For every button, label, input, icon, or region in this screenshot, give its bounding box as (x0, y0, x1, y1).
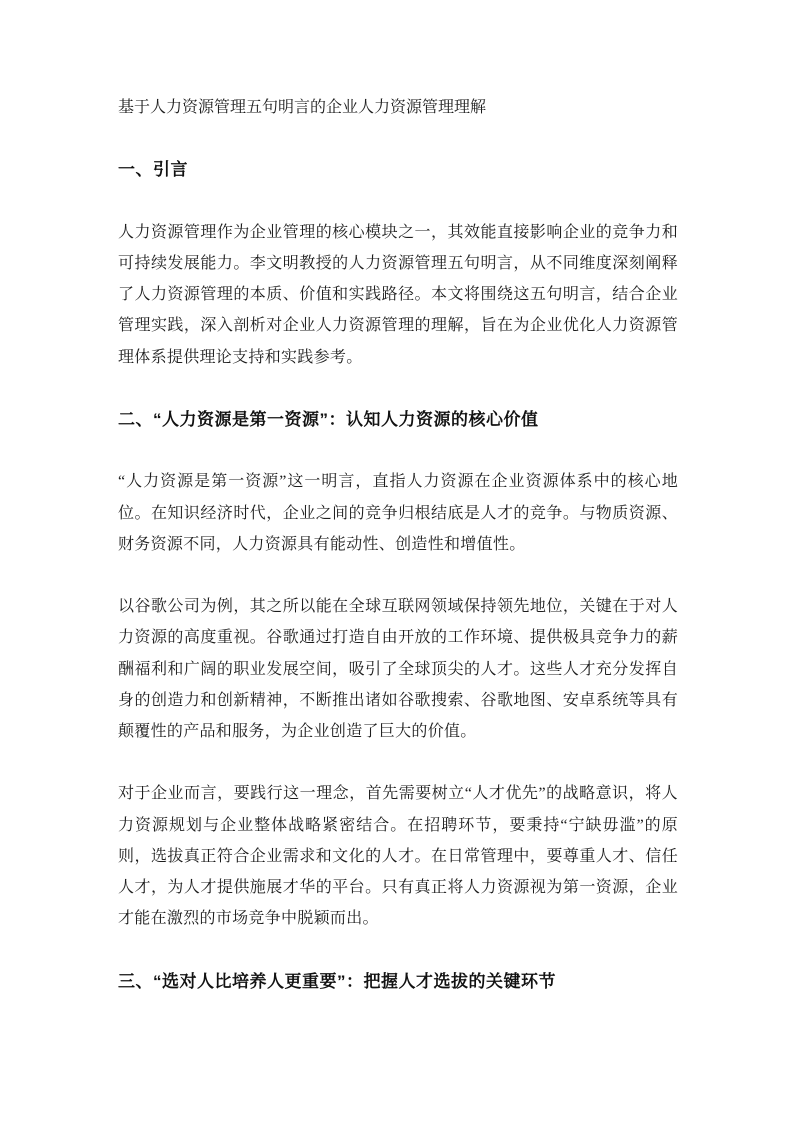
heading-section-three: 三、“选对人比培养人更重要”：把握人才选拔的关键环节 (118, 971, 556, 991)
paragraph-google-example: 以谷歌公司为例，其之所以能在全球互联网领域保持领先地位，关键在于对人力资源的高度重视。谷歌通过打造自由开放的工作环境、提供极具竞争力的薪酬福利和广阔的职业发展空间，吸引了全球顶尖的人才。这些人才充分发挥自身的创造力和创新精神，不断推出诸如谷歌搜索、谷歌地图、安卓系统等具有颠覆性的产品和服务，为企业创造了巨大的价值。 (118, 598, 678, 740)
paragraph-core-value: “人力资源是第一资源”这一明言，直指人力资源在企业资源体系中的核心地位。在知识经济时代，企业之间的竞争归根结底是人才的竞争。与物质资源、财务资源不同，人力资源具有能动性、创造性和增值性。 (118, 473, 678, 553)
paragraph-enterprise-practice: 对于企业而言，要践行这一理念，首先需要树立“人才优先”的战略意识，将人力资源规划与企业整体战略紧密结合。在招聘环节，要秉持“宁缺毋滥”的原则，选拔真正符合企业需求和文化的人才。在日常管理中，要尊重人才、信任人才，为人才提供施展才华的平台。只有真正将人力资源视为第一资源，企业才能在激烈的市场竞争中脱颖而出。 (118, 785, 678, 928)
heading-section-two: 二、“人力资源是第一资源”：认知人力资源的核心价值 (118, 409, 539, 429)
paragraph-intro: 人力资源管理作为企业管理的核心模块之一，其效能直接影响企业的竞争力和可持续发展能力。李文明教授的人力资源管理五句明言，从不同维度深刻阐释了人力资源管理的本质、价值和实践路径。本文将围绕这五句明言，结合企业管理实践，深入剖析对企业人力资源管理的理解，旨在为企业优化人力资源管理体系提供理论支持和实践参考。 (118, 223, 678, 366)
document-title: 基于人力资源管理五句明言的企业人力资源管理理解 (118, 99, 487, 116)
heading-section-intro: 一、引言 (118, 160, 188, 180)
